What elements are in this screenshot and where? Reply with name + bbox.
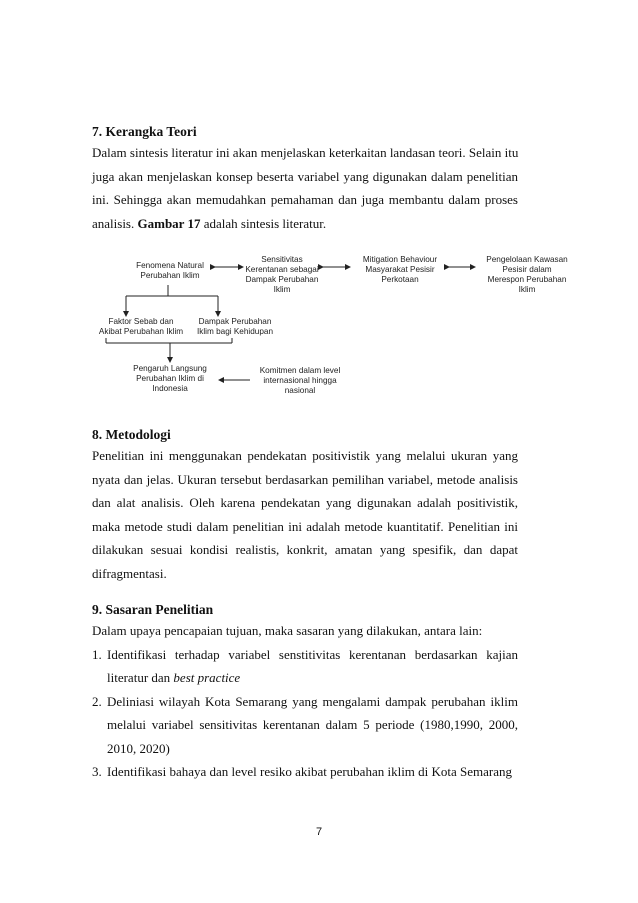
- list-number: 3.: [92, 764, 102, 779]
- node-text: Perubahan Iklim di: [136, 374, 204, 383]
- node-text: Merespon Perubahan: [487, 275, 567, 284]
- list-item: [92, 690, 518, 761]
- text-line: difragmentasi.: [92, 565, 167, 581]
- text-line: Dalam sintesis literatur ini akan menjelaskan keterkaitan landasan teori. Selain itu: [92, 145, 519, 160]
- section-9-heading: 9. Sasaran Penelitian: [92, 602, 214, 617]
- node-komitmen: [250, 366, 350, 396]
- text-segment: adalah sintesis literatur.: [203, 215, 327, 231]
- text-line: Identifikasi bahaya dan level resiko akibat perubahan iklim di Kota Semarang: [107, 764, 513, 779]
- text-line: 2010, 2020): [107, 740, 170, 756]
- section-9-body: [92, 619, 518, 784]
- text-line: Penelitian ini menggunakan pendekatan positivistik yang melalui ukuran yang: [92, 448, 518, 463]
- node-dampak: [190, 317, 280, 337]
- node-text: Faktor Sebab dan: [108, 317, 174, 326]
- text-segment: literatur dan: [107, 670, 171, 685]
- text-line: melalui variabel sensitivitas kerentanan dalam 5 periode (1980,1990, 2000,: [107, 717, 518, 732]
- text-line: Identifikasi terhadap variabel senstitivitas kerentanan berdasarkan kajian: [107, 646, 518, 662]
- node-text: Iklim: [518, 285, 536, 294]
- node-text: Dampak Perubahan: [198, 317, 272, 326]
- node-sensitivitas: [232, 255, 332, 295]
- node-text: Akibat Perubahan Iklim: [98, 327, 184, 336]
- section-8-paragraph: [92, 444, 518, 585]
- list-item: [92, 643, 518, 690]
- node-pengelolaan: [476, 255, 578, 295]
- node-text: Dampak Perubahan: [245, 275, 319, 284]
- node-text: Masyarakat Pesisir: [365, 265, 435, 274]
- node-text: Kerentanan sebagai: [245, 265, 319, 274]
- node-text: Iklim bagi Kehidupan: [196, 327, 273, 336]
- text-line: nyata dan jelas. Ukuran tersebut berdasarkan pemilihan variabel, metode analisis: [92, 471, 518, 487]
- text-line: Deliniasi wilayah Kota Semarang yang mengalami dampak perubahan iklim: [107, 693, 518, 709]
- section-9-intro: Dalam upaya pencapaian tujuan, maka sasaran yang dilakukan, antara lain:: [92, 623, 483, 638]
- section-7-heading: 7. Kerangka Teori: [92, 124, 197, 139]
- node-text: Perubahan Iklim: [140, 271, 200, 280]
- figure-reference: Gambar 17: [137, 215, 201, 231]
- node-text: Sensitivitas: [261, 255, 303, 264]
- text-line: dan alat analisis. Oleh karena pendekatan yang digunakan adalah positivistik,: [92, 495, 518, 510]
- section-8-heading: 8. Metodologi: [92, 427, 171, 442]
- text-line: ini. Sehingga akan memudahkan pemahaman dan juga membantu dalam proses: [92, 192, 518, 207]
- list-number: 2.: [92, 693, 102, 709]
- node-fenomena: [122, 261, 218, 281]
- node-text: internasional hingga: [263, 376, 337, 385]
- node-mitigation: [350, 255, 450, 285]
- text-segment: analisis.: [92, 215, 135, 231]
- list-number: 1.: [92, 646, 102, 662]
- node-text: Indonesia: [152, 384, 188, 393]
- node-text: Pesisir dalam: [502, 265, 552, 274]
- text-line: dilakukan sesuai kondisi realistis, konkrit, amatan yang spesifik, dan dapat: [92, 542, 518, 557]
- text-line: juga akan menjelaskan konsep beserta variabel yang digunakan dalam penelitian: [92, 168, 518, 184]
- node-text: Mitigation Behaviour: [362, 255, 438, 264]
- list-item: [92, 760, 518, 784]
- node-text: Komitmen dalam level: [259, 366, 341, 375]
- literature-synthesis-diagram: [92, 240, 582, 410]
- text-line: maka metode studi dalam penelitian ini adalah metode kuantitatif. Penelitian ini: [92, 518, 518, 534]
- node-pengaruh: [122, 364, 218, 394]
- node-text: Pengelolaan Kawasan: [486, 255, 568, 264]
- section-7-paragraph: [92, 141, 518, 235]
- node-text: Pengaruh Langsung: [133, 364, 207, 373]
- node-faktor: [92, 317, 190, 337]
- node-text: Fenomena Natural: [136, 261, 204, 270]
- text-line: [92, 212, 518, 236]
- italic-term: best practice: [173, 670, 241, 685]
- page-number: 7: [315, 826, 323, 838]
- text-line: [107, 666, 518, 690]
- node-text: nasional: [284, 386, 316, 395]
- node-text: Iklim: [273, 285, 291, 294]
- node-text: Perkotaan: [381, 275, 419, 284]
